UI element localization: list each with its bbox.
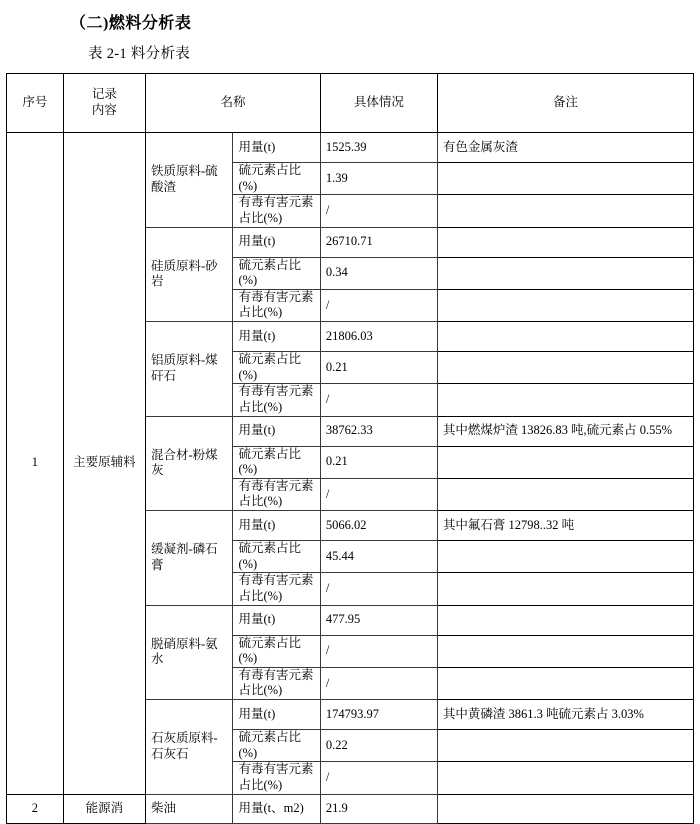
column-header-detail: 具体情况 <box>320 74 437 133</box>
cell-value: / <box>320 762 437 794</box>
cell-remark <box>437 163 693 195</box>
table-caption: 表 2-1 料分析表 <box>88 46 191 62</box>
cell-item: 有毒有害元素占比(%) <box>233 667 320 699</box>
cell-item: 用量(t、m2) <box>233 794 320 823</box>
cell-remark: 其中燃煤炉渣 13826.83 吨,硫元素占 0.55% <box>437 416 693 446</box>
section-heading: （二)燃料分析表 <box>70 15 192 32</box>
cell-value: 26710.71 <box>320 227 437 257</box>
column-header-no: 序号 <box>7 74 64 133</box>
cell-item: 硫元素占比(%) <box>233 352 320 384</box>
cell-value: 21806.03 <box>320 322 437 352</box>
cell-item: 有毒有害元素占比(%) <box>233 289 320 321</box>
cell-material-name: 铁质原料-硫酸渣 <box>146 133 233 228</box>
column-header-record-line2: 内容 <box>91 103 117 117</box>
cell-item: 用量(t) <box>233 700 320 730</box>
cell-value: 5066.02 <box>320 511 437 541</box>
cell-item: 硫元素占比(%) <box>233 446 320 478</box>
cell-material-name: 硅质原料-砂岩 <box>146 227 233 322</box>
cell-value: 0.21 <box>320 352 437 384</box>
cell-item: 硫元素占比(%) <box>233 163 320 195</box>
cell-remark: 其中氟石膏 12798..32 吨 <box>437 511 693 541</box>
cell-value: 1.39 <box>320 163 437 195</box>
cell-remark <box>437 195 693 227</box>
cell-item: 用量(t) <box>233 605 320 635</box>
cell-remark: 有色金属灰渣 <box>437 133 693 163</box>
cell-remark <box>437 605 693 635</box>
cell-remark <box>437 794 693 823</box>
cell-remark <box>437 322 693 352</box>
cell-remark <box>437 384 693 416</box>
cell-material-name: 缓凝剂-磷石膏 <box>146 511 233 606</box>
cell-material-name: 脱硝原料-氨水 <box>146 605 233 700</box>
cell-value: / <box>320 667 437 699</box>
cell-item: 硫元素占比(%) <box>233 541 320 573</box>
cell-remark <box>437 227 693 257</box>
table-header-row <box>7 74 694 133</box>
cell-remark <box>437 541 693 573</box>
cell-remark <box>437 635 693 667</box>
cell-remark <box>437 446 693 478</box>
cell-value: 174793.97 <box>320 700 437 730</box>
document-page <box>0 10 700 815</box>
cell-item: 有毒有害元素占比(%) <box>233 478 320 510</box>
cell-item: 硫元素占比(%) <box>233 730 320 762</box>
cell-item: 有毒有害元素占比(%) <box>233 195 320 227</box>
cell-remark <box>437 667 693 699</box>
cell-material-name: 混合材-粉煤灰 <box>146 416 233 511</box>
cell-value: / <box>320 289 437 321</box>
cell-remark: 其中黄磷渣 3861.3 吨硫元素占 3.03% <box>437 700 693 730</box>
column-header-name: 名称 <box>146 74 321 133</box>
cell-item: 硫元素占比(%) <box>233 257 320 289</box>
cell-item: 用量(t) <box>233 322 320 352</box>
cell-value: 21.9 <box>320 794 437 823</box>
cell-value: / <box>320 384 437 416</box>
table-row <box>7 133 694 163</box>
column-header-remark: 备注 <box>437 74 693 133</box>
cell-material-name: 铝质原料-煤矸石 <box>146 322 233 417</box>
cell-value: 38762.33 <box>320 416 437 446</box>
cell-remark <box>437 730 693 762</box>
column-header-record <box>63 74 145 133</box>
cell-remark <box>437 573 693 605</box>
cell-value: 45.44 <box>320 541 437 573</box>
cell-record: 能源消 <box>63 794 145 823</box>
cell-remark <box>437 289 693 321</box>
table-header <box>7 74 694 133</box>
cell-item: 硫元素占比(%) <box>233 635 320 667</box>
cell-item: 有毒有害元素占比(%) <box>233 573 320 605</box>
cell-value: / <box>320 195 437 227</box>
cell-value: / <box>320 478 437 510</box>
cell-remark <box>437 478 693 510</box>
cell-value: 0.21 <box>320 446 437 478</box>
cell-item: 用量(t) <box>233 133 320 163</box>
cell-no: 2 <box>7 794 64 823</box>
cell-remark <box>437 762 693 794</box>
cell-no: 1 <box>7 133 64 795</box>
cell-value: 0.22 <box>320 730 437 762</box>
cell-value: / <box>320 573 437 605</box>
cell-value: 477.95 <box>320 605 437 635</box>
cell-item: 用量(t) <box>233 227 320 257</box>
cell-remark <box>437 352 693 384</box>
cell-value: 0.34 <box>320 257 437 289</box>
cell-value: / <box>320 635 437 667</box>
table-row <box>7 794 694 823</box>
cell-material-name: 柴油 <box>146 794 233 823</box>
cell-item: 用量(t) <box>233 511 320 541</box>
cell-item: 用量(t) <box>233 416 320 446</box>
cell-remark <box>437 257 693 289</box>
cell-item: 有毒有害元素占比(%) <box>233 762 320 794</box>
fuel-analysis-table <box>6 73 694 824</box>
cell-value: 1525.39 <box>320 133 437 163</box>
column-header-record-line1: 记录 <box>91 87 117 102</box>
cell-record: 主要原辅料 <box>63 133 145 795</box>
cell-item: 有毒有害元素占比(%) <box>233 384 320 416</box>
table-body <box>7 133 694 824</box>
cell-material-name: 石灰质原料-石灰石 <box>146 700 233 795</box>
